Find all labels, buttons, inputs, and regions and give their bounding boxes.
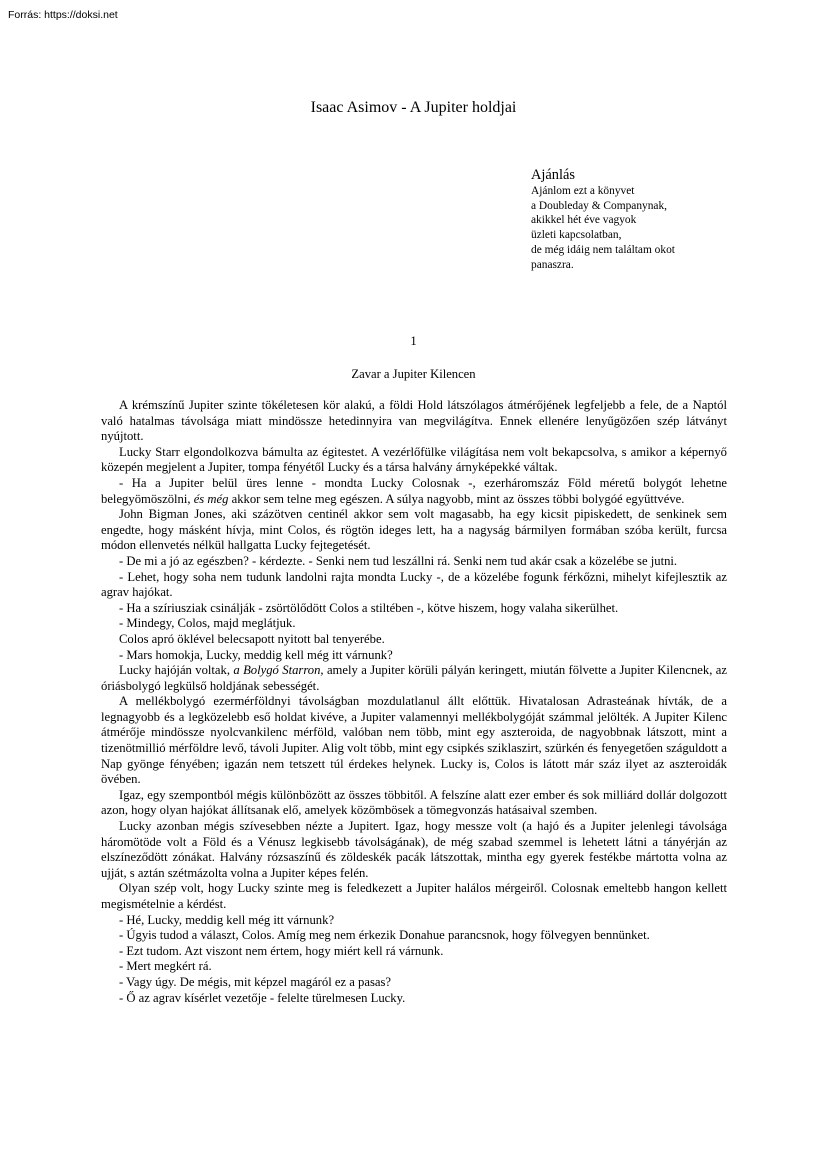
book-title: Isaac Asimov - A Jupiter holdjai [310,99,517,116]
paragraph [101,445,727,476]
dedication-block [531,166,791,272]
text-run: - Ha a Jupiter belül üres lenne - mondta Lucky Colosnak -, ezerháromszáz Föld méretű bolygót lehetne belegyömöszölni, [101,475,727,506]
paragraph [101,554,727,570]
paragraph [101,788,727,819]
text-run: amely a Jupiter körüli pályán keringett, miután fölvette a Jupiter Kilencnek, az óriásbolygó legkülső holdjának sebességét. [101,663,727,693]
body-text [101,398,727,1006]
paragraph [101,507,727,554]
text-run: - Mars homokja, Lucky, meddig kell még itt várnunk? [119,647,393,662]
text-run: Lucky azonban mégis szívesebben nézte a Jupitert. Igaz, hogy messze volt (a hajó és a Jupiter jelenlegi távolsága háromötöde volt a Föld és a Vénusz legkisebb távolságának), de még szabad szemmel is lehetett látni a tányérján az elszíneződött zónákat. Halvány rózsaszínű és zöldeskék pacák látszottak, mintha egy gyerek festékbe mártotta volna az ujját, s aztán szétmázolta volna a Jupiter képes felén. [101,819,727,880]
text-run: Olyan szép volt, hogy Lucky szinte meg is feledkezett a Jupiter halálos mérgeiről. Colosnak emeltebb hangon kellett megismételnie a kérdést. [101,881,727,911]
paragraph [101,928,727,944]
dedication-line: akikkel hét éve vagyok [531,214,637,227]
italic-text: a Bolygó Starron, [233,663,324,678]
paragraph [101,694,727,788]
chapter-title: Zavar a Jupiter Kilencen [351,367,476,381]
text-run: - Lehet, hogy soha nem tudunk landolni rajta mondta Lucky -, de a közelébe fogunk férkőzni, mihelyt kifejlesztik az agrav hajókat. [101,569,727,600]
paragraph [101,991,727,1007]
text-run: - De mi a jó az egészben? - kérdezte. - Senki nem tud leszállni rá. Senki nem tud akár csak a közelébe se jutni. [119,553,678,568]
text-run: John Bigman Jones, aki százötven centinél akkor sem volt magasabb, ha egy kicsit pipiskedett, de senkinek sem engedte, hogy másként hívja, mint Colos, és rögtön ideges lett, ha a nagyság bármilyen formában szóba került, furcsa módon ellenvetés nélkül hallgatta Lucky fejtegetését. [101,507,727,553]
dedication-line: üzleti kapcsolatban, [531,229,622,242]
paragraph [101,570,727,601]
text-run: - Ha a szíriusziak csinálják - zsörtölődött Colos a stiltében -, kötve hiszem, hogy valaha sikerülhet. [119,600,619,615]
text-run: - Hé, Lucky, meddig kell még itt várnunk? [119,912,335,927]
text-run: - Mindegy, Colos, majd meglátjuk. [119,616,296,631]
paragraph [101,398,727,445]
paragraph [101,959,727,975]
text-run: - Ezt tudom. Azt viszont nem értem, hogy miért kell rá várnunk. [119,943,444,958]
dedication-line: a Doubleday & Companynak, [531,199,668,212]
italic-text: és még [193,491,229,506]
dedication-line: de még idáig nem találtam okot [531,243,675,256]
text-run: Lucky Starr elgondolkozva bámulta az égitestet. A vezérlőfülke világítása nem volt bekapcsolva, s amikor a képernyő közepén megjelent a Jupiter, tompa fényétől Lucky és a társa halvány árnyképekké váltak. [101,444,727,475]
paragraph [101,476,727,507]
text-run: A mellékbolygó ezermérföldnyi távolságban mozdulatlanul állt előttük. Hivatalosan Adrasteának hívták, de a legnagyobb és a legközelebb eső holdat kivéve, a Jupiter valamennyi mellékbolygóját számmal jelölték. A Jupiter Kilenc átmérője mindössze nyolcvankilenc mérföld, valóban nem több, mint egy aszteroida, de nagyobbnak látszott, mint a tizenötmillió mérföldre levő, távoli Jupiter. Alig volt több, mint egy csipkés sziklaszirt, szürkén és fenyegetően száguldott a Nap gyönge fényében; igazán nem tetszett túl érdekes helynek. Lucky is, Colos is látott már száz ilyet az aszteroidák övében. [101,694,727,787]
paragraph [101,616,727,632]
dedication-heading: Ajánlás [531,167,575,183]
chapter-number: 1 [410,334,417,348]
text-run: A krémszínű Jupiter szinte tökéletesen kör alakú, a földi Hold látszólagos átmérőjének legfeljebb a fele, de a Naptól való hatalmas távolsága miatt mindössze hetedinnyira van megvilágítva. Ennek ellenére lenyűgözően szép látványt nyújtott. [101,398,727,444]
paragraph [101,913,727,929]
dedication-line: panaszra. [531,258,574,271]
dedication-line: Ajánlom ezt a könyvet [531,185,635,197]
paragraph [101,601,727,617]
paragraph [101,975,727,991]
source-note: Forrás: https://doksi.net [8,9,118,21]
text-run: - Vagy úgy. De mégis, mit képzel magáról ez a pasas? [119,974,392,989]
text-run: - Ő az agrav kísérlet vezetője - felelte türelmesen Lucky. [119,990,406,1005]
paragraph [101,648,727,664]
text-run: - Mert megkért rá. [119,959,212,974]
text-run: akkor sem telne meg egészen. A súlya nagyobb, mint az összes többi bolygóé együttvéve. [228,491,685,506]
paragraph [101,632,727,648]
paragraph [101,663,727,694]
text-run: - Úgyis tudod a választ, Colos. Amíg meg nem érkezik Donahue parancsnok, hogy fölvegyen bennünket. [119,928,650,943]
paragraph [101,944,727,960]
paragraph [101,881,727,912]
text-run: Colos apró öklével belecsapott nyitott bal tenyerébe. [119,631,385,646]
text-run: Lucky hajóján voltak, [119,663,234,678]
text-run: Igaz, egy szempontból mégis különbözött az összes többitől. A felszíne alatt ezer ember és sok milliárd dollár dolgozott azon, hogy olyan hajókat állítsanak elő, amelyek közömbösek a tömegvonzás hatásaival szemben. [101,787,727,818]
paragraph [101,819,727,881]
